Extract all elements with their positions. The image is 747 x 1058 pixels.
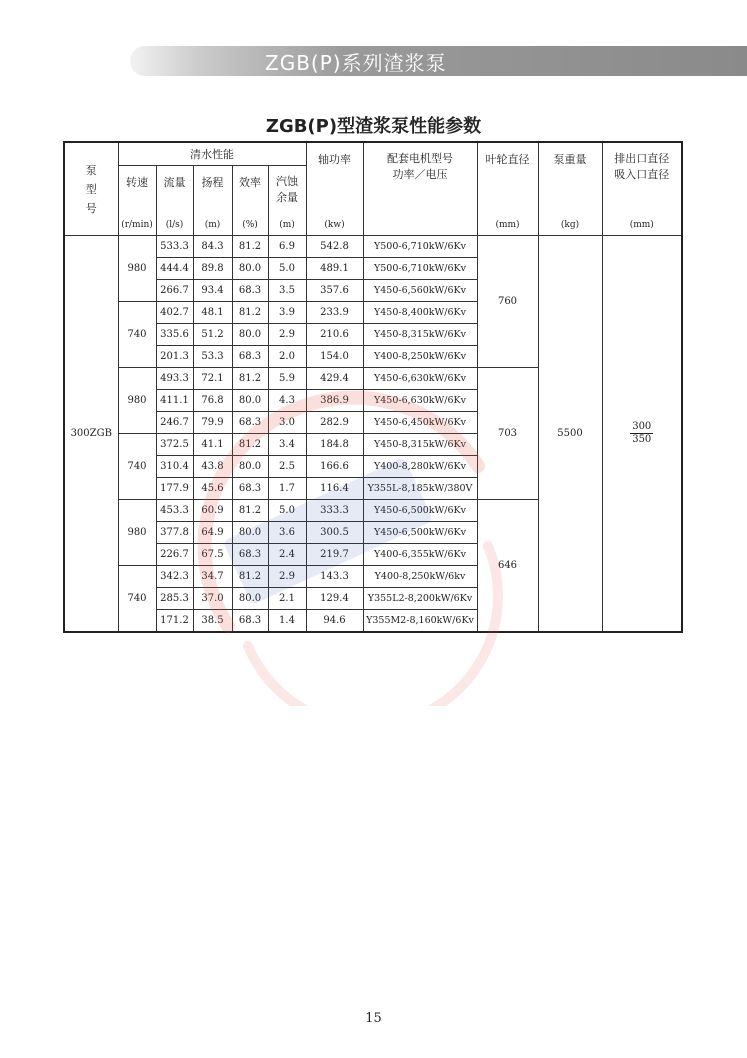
shaft-power-cell: 210.6 xyxy=(306,324,363,346)
head-cell: 64.9 xyxy=(193,522,232,544)
motor-cell: Y500-6,710kW/6Kv xyxy=(363,236,477,258)
flow-cell: 226.7 xyxy=(156,544,193,566)
npsh-cell: 3.0 xyxy=(268,412,306,434)
npsh-cell: 3.6 xyxy=(268,522,306,544)
npsh-cell: 5.0 xyxy=(268,500,306,522)
shaft-power-cell: 154.0 xyxy=(306,346,363,368)
efficiency-header: 效率 xyxy=(232,166,268,215)
flow-cell: 201.3 xyxy=(156,346,193,368)
npsh-cell: 3.4 xyxy=(268,434,306,456)
efficiency-cell: 68.3 xyxy=(232,280,268,302)
efficiency-cell: 81.2 xyxy=(232,302,268,324)
head-cell: 79.9 xyxy=(193,412,232,434)
npsh-cell: 2.9 xyxy=(268,324,306,346)
speed-cell: 980 xyxy=(118,236,156,302)
head-cell: 43.8 xyxy=(193,456,232,478)
motor-cell: Y355L-8,185kW/380V xyxy=(363,478,477,500)
flow-cell: 285.3 xyxy=(156,588,193,610)
speed-cell: 740 xyxy=(118,566,156,633)
flow-cell: 310.4 xyxy=(156,456,193,478)
shaft-power-cell: 386.9 xyxy=(306,390,363,412)
pump-model-header-line3: 号 xyxy=(85,201,97,215)
npsh-cell: 5.9 xyxy=(268,368,306,390)
efficiency-cell: 80.0 xyxy=(232,522,268,544)
head-cell: 67.5 xyxy=(193,544,232,566)
motor-cell: Y450-8,315kW/6Kv xyxy=(363,434,477,456)
efficiency-cell: 68.3 xyxy=(232,412,268,434)
motor-cell: Y450-6,630kW/6Kv xyxy=(363,368,477,390)
efficiency-cell: 68.3 xyxy=(232,346,268,368)
efficiency-cell: 81.2 xyxy=(232,368,268,390)
efficiency-cell: 80.0 xyxy=(232,456,268,478)
npsh-cell: 2.5 xyxy=(268,456,306,478)
efficiency-cell: 80.0 xyxy=(232,588,268,610)
diameter-fraction xyxy=(630,421,653,446)
motor-header xyxy=(363,142,477,214)
motor-cell: Y450-6,500kW/6Kv xyxy=(363,500,477,522)
flow-unit: (l/s) xyxy=(156,214,193,236)
flow-cell: 377.8 xyxy=(156,522,193,544)
impeller-unit: (mm) xyxy=(477,214,538,236)
flow-cell: 177.9 xyxy=(156,478,193,500)
flow-cell: 342.3 xyxy=(156,566,193,588)
weight-cell: 5500 xyxy=(538,236,602,633)
npsh-cell: 4.3 xyxy=(268,390,306,412)
npsh-cell: 6.9 xyxy=(268,236,306,258)
efficiency-cell: 80.0 xyxy=(232,258,268,280)
diameter-header-line2: 吸入口直径 xyxy=(614,168,670,181)
speed-cell: 980 xyxy=(118,500,156,566)
shaft-power-cell: 333.3 xyxy=(306,500,363,522)
shaft-power-cell: 166.6 xyxy=(306,456,363,478)
flow-cell: 444.4 xyxy=(156,258,193,280)
pump-model-header xyxy=(64,142,118,236)
efficiency-cell: 68.3 xyxy=(232,610,268,633)
motor-cell: Y355M2-8,160kW/6Kv xyxy=(363,610,477,633)
npsh-cell: 2.9 xyxy=(268,566,306,588)
motor-cell: Y500-6,710kW/6Kv xyxy=(363,258,477,280)
efficiency-cell: 68.3 xyxy=(232,544,268,566)
diameter-unit: (mm) xyxy=(602,214,682,236)
head-cell: 76.8 xyxy=(193,390,232,412)
diameter-header-line1: 排出口直径 xyxy=(614,152,670,165)
speed-cell: 980 xyxy=(118,368,156,434)
flow-cell: 402.7 xyxy=(156,302,193,324)
head-cell: 72.1 xyxy=(193,368,232,390)
diameter-cell xyxy=(602,236,682,633)
page-number: 15 xyxy=(365,1011,382,1026)
head-cell: 60.9 xyxy=(193,500,232,522)
weight-header: 泵重量 xyxy=(538,142,602,214)
document-title: ZGB(P)型渣浆泵性能参数 xyxy=(265,116,482,137)
motor-cell: Y450-6,450kW/6Kv xyxy=(363,412,477,434)
flow-header: 流量 xyxy=(156,166,193,215)
efficiency-cell: 80.0 xyxy=(232,324,268,346)
npsh-cell: 2.1 xyxy=(268,588,306,610)
shaft-power-unit: (kw) xyxy=(306,214,363,236)
head-unit: (m) xyxy=(193,214,232,236)
motor-unit xyxy=(363,214,477,236)
efficiency-unit: (%) xyxy=(232,214,268,236)
clear-water-header: 清水性能 xyxy=(118,142,306,166)
motor-cell: Y450-6,630kW/6Kv xyxy=(363,390,477,412)
shaft-power-cell: 233.9 xyxy=(306,302,363,324)
diameter-header xyxy=(602,142,682,214)
head-cell: 34.7 xyxy=(193,566,232,588)
impeller-header: 叶轮直径 xyxy=(477,142,538,214)
shaft-power-cell: 143.3 xyxy=(306,566,363,588)
impeller-cell: 703 xyxy=(477,368,538,500)
flow-cell: 266.7 xyxy=(156,280,193,302)
npsh-header-line2: 余量 xyxy=(276,191,298,204)
shaft-power-cell: 542.8 xyxy=(306,236,363,258)
shaft-power-cell: 489.1 xyxy=(306,258,363,280)
head-cell: 93.4 xyxy=(193,280,232,302)
head-cell: 51.2 xyxy=(193,324,232,346)
performance-table xyxy=(63,141,683,633)
impeller-cell: 760 xyxy=(477,236,538,368)
efficiency-cell: 81.2 xyxy=(232,434,268,456)
motor-cell: Y450-8,400kW/6Kv xyxy=(363,302,477,324)
pump-model-header-line1: 泵 xyxy=(85,163,97,177)
shaft-power-cell: 282.9 xyxy=(306,412,363,434)
head-cell: 84.3 xyxy=(193,236,232,258)
flow-cell: 335.6 xyxy=(156,324,193,346)
npsh-cell: 2.0 xyxy=(268,346,306,368)
npsh-header xyxy=(268,166,306,215)
flow-cell: 411.1 xyxy=(156,390,193,412)
impeller-cell: 646 xyxy=(477,500,538,633)
npsh-cell: 3.9 xyxy=(268,302,306,324)
motor-cell: Y400-8,250kW/6Kv xyxy=(363,346,477,368)
motor-cell: Y450-6,500kW/6Kv xyxy=(363,522,477,544)
shaft-power-header: 轴功率 xyxy=(306,142,363,214)
flow-cell: 493.3 xyxy=(156,368,193,390)
head-cell: 38.5 xyxy=(193,610,232,633)
efficiency-cell: 81.2 xyxy=(232,236,268,258)
pump-model-header-line2: 型 xyxy=(85,182,97,196)
speed-unit: (r/min) xyxy=(118,214,156,236)
flow-cell: 171.2 xyxy=(156,610,193,633)
npsh-cell: 3.5 xyxy=(268,280,306,302)
speed-cell: 740 xyxy=(118,434,156,500)
shaft-power-cell: 94.6 xyxy=(306,610,363,633)
speed-header: 转速 xyxy=(118,166,156,215)
npsh-unit: (m) xyxy=(268,214,306,236)
flow-cell: 533.3 xyxy=(156,236,193,258)
outlet-diameter: 300 xyxy=(632,421,652,432)
model-cell: 300ZGB xyxy=(64,236,118,633)
shaft-power-cell: 300.5 xyxy=(306,522,363,544)
efficiency-cell: 80.0 xyxy=(232,390,268,412)
shaft-power-cell: 219.7 xyxy=(306,544,363,566)
motor-cell: Y400-6,355kW/6Kv xyxy=(363,544,477,566)
motor-header-line1: 配套电机型号 xyxy=(387,152,453,165)
motor-cell: Y450-6,560kW/6Kv xyxy=(363,280,477,302)
motor-header-line2: 功率／电压 xyxy=(392,168,448,181)
efficiency-cell: 68.3 xyxy=(232,478,268,500)
npsh-cell: 5.0 xyxy=(268,258,306,280)
inlet-diameter: 350 xyxy=(632,434,652,445)
head-cell: 53.3 xyxy=(193,346,232,368)
head-cell: 89.8 xyxy=(193,258,232,280)
efficiency-cell: 81.2 xyxy=(232,566,268,588)
shaft-power-cell: 129.4 xyxy=(306,588,363,610)
weight-unit: (kg) xyxy=(538,214,602,236)
head-cell: 48.1 xyxy=(193,302,232,324)
motor-cell: Y355L2-8,200kW/6Kv xyxy=(363,588,477,610)
flow-cell: 246.7 xyxy=(156,412,193,434)
npsh-header-line1: 汽蚀 xyxy=(276,175,298,188)
speed-cell: 740 xyxy=(118,302,156,368)
npsh-cell: 2.4 xyxy=(268,544,306,566)
flow-cell: 453.3 xyxy=(156,500,193,522)
shaft-power-cell: 184.8 xyxy=(306,434,363,456)
npsh-cell: 1.7 xyxy=(268,478,306,500)
head-cell: 45.6 xyxy=(193,478,232,500)
motor-cell: Y400-8,250kW/6kv xyxy=(363,566,477,588)
motor-cell: Y450-8,315kW/6Kv xyxy=(363,324,477,346)
header-title: ZGB(P)系列渣浆泵 xyxy=(265,51,447,75)
motor-cell: Y400-8,280kW/6Kv xyxy=(363,456,477,478)
shaft-power-cell: 429.4 xyxy=(306,368,363,390)
flow-cell: 372.5 xyxy=(156,434,193,456)
npsh-cell: 1.4 xyxy=(268,610,306,633)
shaft-power-cell: 116.4 xyxy=(306,478,363,500)
head-cell: 37.0 xyxy=(193,588,232,610)
shaft-power-cell: 357.6 xyxy=(306,280,363,302)
efficiency-cell: 81.2 xyxy=(232,500,268,522)
head-cell: 41.1 xyxy=(193,434,232,456)
head-header: 扬程 xyxy=(193,166,232,215)
